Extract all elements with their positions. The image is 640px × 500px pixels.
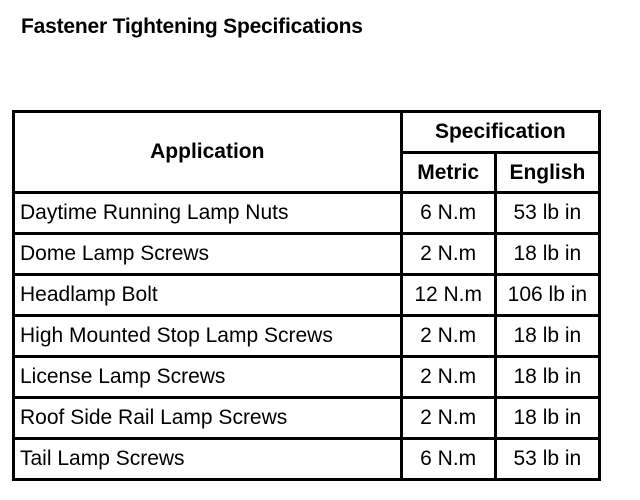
header-english: English xyxy=(495,153,599,193)
cell-application: Tail Lamp Screws xyxy=(14,439,402,480)
cell-application: License Lamp Screws xyxy=(14,357,402,398)
table-row xyxy=(14,398,600,439)
cell-metric: 2 N.m xyxy=(401,316,495,357)
cell-english: 18 lb in xyxy=(495,316,599,357)
cell-metric: 2 N.m xyxy=(401,398,495,439)
cell-english: 106 lb in xyxy=(495,275,599,316)
table-row xyxy=(14,275,600,316)
cell-metric: 6 N.m xyxy=(401,193,495,234)
cell-english: 18 lb in xyxy=(495,357,599,398)
cell-metric: 6 N.m xyxy=(401,439,495,480)
page-title: Fastener Tightening Specifications xyxy=(21,15,363,38)
cell-english: 53 lb in xyxy=(495,193,599,234)
header-specification: Specification xyxy=(401,112,599,153)
table-row xyxy=(14,357,600,398)
table-row xyxy=(14,193,600,234)
cell-application: Dome Lamp Screws xyxy=(14,234,402,275)
cell-english: 18 lb in xyxy=(495,234,599,275)
cell-application: Daytime Running Lamp Nuts xyxy=(14,193,402,234)
table-row xyxy=(14,234,600,275)
fastener-spec-table xyxy=(12,110,601,481)
cell-application: High Mounted Stop Lamp Screws xyxy=(14,316,402,357)
cell-metric: 2 N.m xyxy=(401,357,495,398)
cell-application: Headlamp Bolt xyxy=(14,275,402,316)
header-application: Application xyxy=(14,112,402,193)
table-row xyxy=(14,439,600,480)
cell-english: 53 lb in xyxy=(495,439,599,480)
cell-metric: 2 N.m xyxy=(401,234,495,275)
cell-application: Roof Side Rail Lamp Screws xyxy=(14,398,402,439)
cell-english: 18 lb in xyxy=(495,398,599,439)
cell-metric: 12 N.m xyxy=(401,275,495,316)
header-metric: Metric xyxy=(401,153,495,193)
table-row xyxy=(14,316,600,357)
